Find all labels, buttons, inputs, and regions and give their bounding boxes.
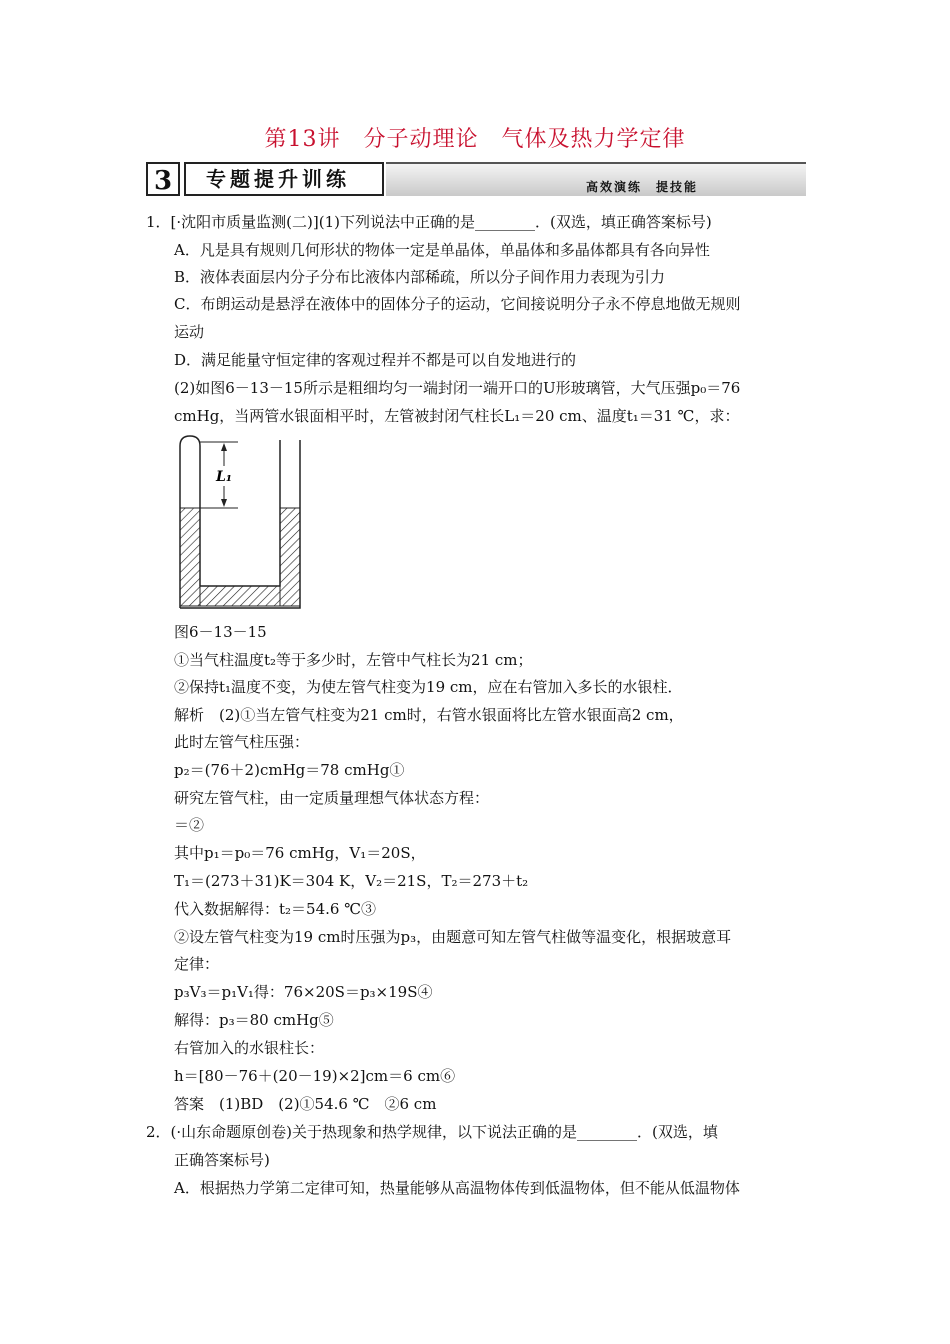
section-label: 专题提升训练 bbox=[184, 162, 384, 196]
question-1-part-2-continued: cmHg，当两管水银面相平时，左管被封闭气柱长L₁＝20 cm、温度t₁＝31 ℃，求： bbox=[174, 407, 740, 425]
sub-question-2: ②保持t₁温度不变，为使左管气柱变为19 cm，应在右管加入多长的水银柱． bbox=[174, 678, 683, 696]
solution-line: 其中p₁＝p₀＝76 cmHg，V₁＝20S， bbox=[174, 844, 426, 862]
solution-intro: 解析 (2)①当左管气柱变为21 cm时，右管水银面将比左管水银面高2 cm， bbox=[174, 706, 684, 724]
solution-line: 解得：p₃＝80 cmHg⑤ bbox=[174, 1011, 334, 1029]
solution-line: h＝[80－76＋(20－19)×2]cm＝6 cm⑥ bbox=[174, 1067, 456, 1085]
u-tube-figure bbox=[176, 432, 306, 610]
banner-tag: 高效演练 提技能 bbox=[585, 180, 698, 194]
question-2-stem-continued: 正确答案标号) bbox=[174, 1151, 270, 1169]
answer-line: 答案 (1)BD (2)①54.6 ℃ ②6 cm bbox=[174, 1095, 437, 1113]
option-a: A．凡是具有规则几何形状的物体一定是单晶体，单晶体和多晶体都具有各向异性 bbox=[174, 241, 710, 259]
question-2-stem: 2．(·山东命题原创卷)关于热现象和热学规律，以下说法正确的是________．(双选，填 bbox=[146, 1123, 718, 1141]
section-banner bbox=[146, 162, 806, 198]
option-c-continued: 运动 bbox=[174, 323, 205, 341]
solution-line: 研究左管气柱，由一定质量理想气体状态方程： bbox=[174, 789, 490, 807]
solution-line: p₂＝(76＋2)cmHg＝78 cmHg① bbox=[174, 761, 405, 779]
solution-line: 定律： bbox=[174, 955, 220, 973]
sub-question-1: ①当气柱温度t₂等于多少时，左管中气柱长为21 cm； bbox=[174, 651, 533, 669]
banner-bar bbox=[386, 162, 806, 196]
section-number: 3 bbox=[146, 162, 180, 196]
option-d: D．满足能量守恒定律的客观过程并不都是可以自发地进行的 bbox=[174, 351, 577, 369]
solution-line: ②设左管气柱变为19 cm时压强为p₃，由题意可知左管气柱做等温变化，根据玻意耳 bbox=[174, 928, 732, 946]
solution-line: ＝② bbox=[174, 816, 205, 834]
solution-line: 右管加入的水银柱长： bbox=[174, 1039, 325, 1057]
solution-line: p₃V₃＝p₁V₁得：76×20S＝p₃×19S④ bbox=[174, 983, 433, 1001]
question-1-part-2: (2)如图6－13－15所示是粗细均匀一端封闭一端开口的U形玻璃管，大气压强p₀＝76 bbox=[174, 379, 741, 397]
figure-label-l1: L₁ bbox=[216, 469, 232, 485]
solution-line: T₁＝(273＋31)K＝304 K，V₂＝21S，T₂＝273＋t₂ bbox=[174, 872, 529, 890]
question-2-option-a: A．根据热力学第二定律可知，热量能够从高温物体传到低温物体，但不能从低温物体 bbox=[174, 1179, 740, 1197]
option-c: C．布朗运动是悬浮在液体中的固体分子的运动，它间接说明分子永不停息地做无规则 bbox=[174, 295, 741, 313]
solution-line: 此时左管气柱压强： bbox=[174, 733, 310, 751]
option-b: B．液体表面层内分子分布比液体内部稀疏，所以分子间作用力表现为引力 bbox=[174, 268, 666, 286]
solution-line: 代入数据解得：t₂＝54.6 ℃③ bbox=[174, 900, 376, 918]
figure-caption: 图6－13－15 bbox=[174, 623, 267, 641]
question-1-stem: 1．[·沈阳市质量监测(二)](1)下列说法中正确的是________．(双选，填正确答案标号) bbox=[146, 213, 712, 231]
page-title: 第13讲 分子动理论 气体及热力学定律 bbox=[264, 127, 686, 152]
